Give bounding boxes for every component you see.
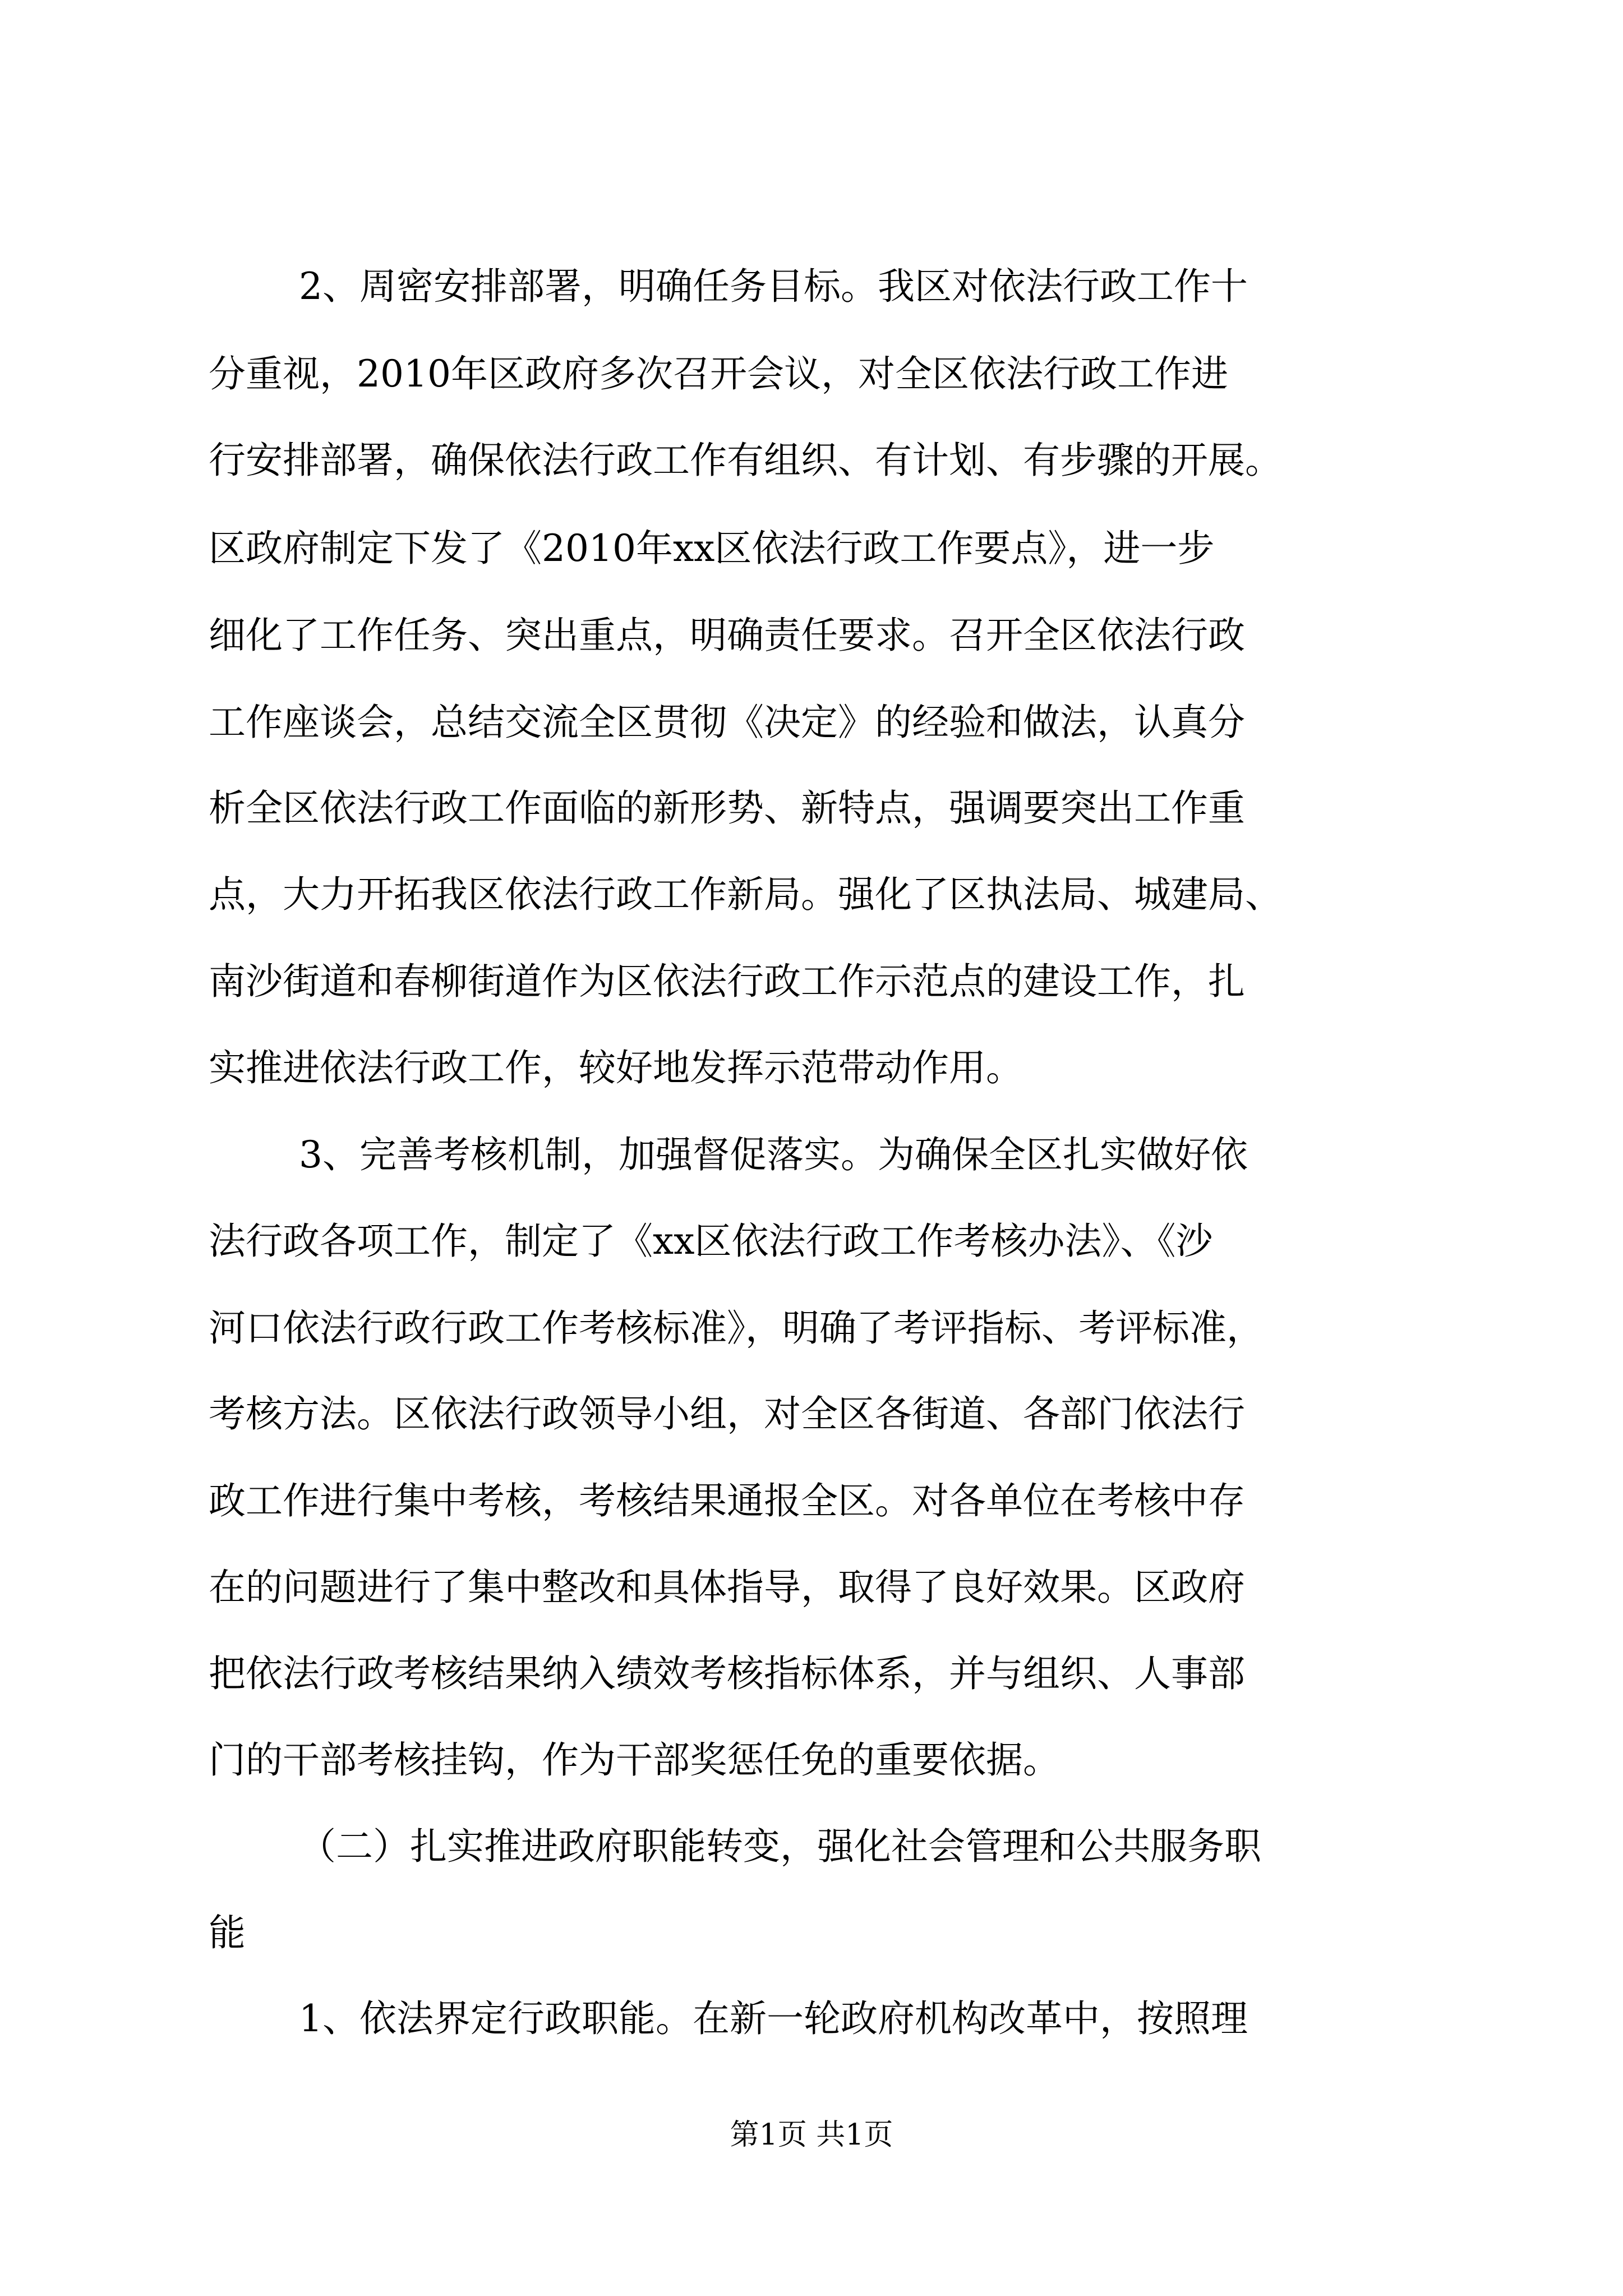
paragraph-line: 门的干部考核挂钩，作为干部奖惩任免的重要依据。	[209, 1738, 1060, 1782]
section-heading-line: 能	[209, 1911, 246, 1954]
paragraph-line: 分重视，2010年区政府多次召开会议，对全区依法行政工作进	[209, 352, 1228, 395]
paragraph-line: 法行政各项工作，制定了《xx区依法行政工作考核办法》、《沙	[209, 1220, 1213, 1263]
paragraph-line: 点，大力开拓我区依法行政工作新局。强化了区执法局、城建局、	[209, 873, 1282, 916]
paragraph-line: 考核方法。区依法行政领导小组，对全区各街道、各部门依法行	[209, 1392, 1245, 1435]
paragraph-line: 工作座谈会，总结交流全区贯彻《决定》的经验和做法，认真分	[209, 701, 1245, 744]
paragraph-line: 区政府制定下发了《2010年xx区依法行政工作要点》，进一步	[209, 527, 1215, 570]
paragraph-line: 析全区依法行政工作面临的新形势、新特点，强调要突出工作重	[209, 786, 1245, 830]
paragraph-line: 3、完善考核机制，加强督促落实。为确保全区扎实做好依	[299, 1133, 1248, 1176]
paragraph-line: 政工作进行集中考核，考核结果通报全区。对各单位在考核中存	[209, 1479, 1245, 1522]
paragraph-line: 行安排部署，确保依法行政工作有组织、有计划、有步骤的开展。	[209, 439, 1282, 482]
paragraph-line: 2、周密安排部署，明确任务目标。我区对依法行政工作十	[299, 265, 1248, 308]
page-number-footer: 第1页 共1页	[730, 2118, 893, 2152]
paragraph-line: 1、依法界定行政职能。在新一轮政府机构改革中，按照理	[299, 1997, 1248, 2040]
paragraph-line: 细化了工作任务、突出重点，明确责任要求。召开全区依法行政	[209, 614, 1245, 657]
paragraph-line: 在的问题进行了集中整改和具体指导，取得了良好效果。区政府	[209, 1566, 1245, 1609]
paragraph-line: 河口依法行政行政工作考核标准》，明确了考评指标、考评标准，	[209, 1306, 1264, 1350]
paragraph-line: 把依法行政考核结果纳入绩效考核指标体系，并与组织、人事部	[209, 1652, 1245, 1695]
paragraph-line: 南沙街道和春柳街道作为区依法行政工作示范点的建设工作，扎	[209, 960, 1245, 1003]
section-heading-line: （二）扎实推进政府职能转变，强化社会管理和公共服务职	[299, 1825, 1261, 1868]
paragraph-line: 实推进依法行政工作，较好地发挥示范带动作用。	[209, 1046, 1023, 1089]
